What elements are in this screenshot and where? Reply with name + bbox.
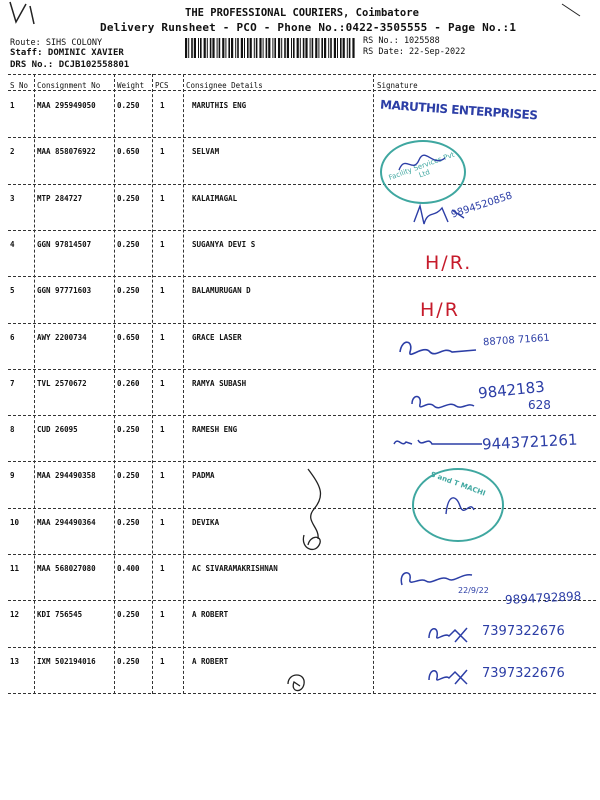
row-consignee: GRACE LASER <box>192 332 242 342</box>
barcode-bar <box>349 38 351 58</box>
barcode-bar <box>198 38 199 58</box>
signature-ramya <box>408 390 478 418</box>
row-sno: 2 <box>10 147 15 157</box>
row-consignee: SELVAM <box>192 147 220 157</box>
col-header-sno: S No <box>10 81 29 90</box>
signature-grace <box>396 334 481 364</box>
row-consignee: A ROBERT <box>192 610 229 620</box>
row-consignment-no: AWY 2200734 <box>37 332 87 342</box>
row-separator <box>8 137 596 138</box>
barcode-bar <box>259 38 261 58</box>
row-weight: 0.250 <box>117 286 140 296</box>
barcode-bar <box>207 38 208 58</box>
row-consignment-no: MAA 295949050 <box>37 101 96 110</box>
row-weight: 0.650 <box>117 332 140 342</box>
barcode-bar <box>337 38 338 58</box>
barcode-bar <box>343 38 345 58</box>
barcode-bar <box>219 38 221 58</box>
barcode-bar <box>235 38 236 58</box>
barcode-bar <box>210 38 212 58</box>
stamp-s-and-t-text: S and T MACHI <box>429 470 487 498</box>
pen-tick-mark <box>0 0 60 30</box>
barcode <box>185 38 357 58</box>
phone-row13: 7397322676 <box>482 666 565 681</box>
row-sno: 1 <box>10 101 15 110</box>
barcode-bar <box>334 38 336 58</box>
row-sno: 13 <box>10 656 20 666</box>
barcode-bar <box>278 38 280 58</box>
row-pcs: 1 <box>160 101 165 110</box>
row-consignment-no: IXM 502194016 <box>37 656 96 666</box>
row-consignee: RAMESH ENG <box>192 425 238 435</box>
barcode-bar <box>352 38 354 58</box>
pen-corner-mark <box>560 0 600 20</box>
row-separator <box>8 461 596 462</box>
row-pcs: 1 <box>160 425 165 435</box>
phone-row3: 9894520858 <box>449 190 514 221</box>
barcode-bar <box>268 38 270 58</box>
row-sno: 10 <box>10 517 20 527</box>
phone-row8: 9443721261 <box>481 430 578 454</box>
barcode-bar <box>247 38 249 58</box>
barcode-bar <box>324 38 326 58</box>
row-pcs: 1 <box>160 610 165 620</box>
barcode-bar <box>244 38 245 58</box>
row-weight: 0.250 <box>117 656 140 666</box>
signature-ramesh <box>392 432 487 452</box>
row-pcs: 1 <box>160 656 165 666</box>
ditto-bracket-mark <box>290 465 340 560</box>
route-label: Route: SIHS COLONY <box>10 38 103 48</box>
row-consignee: DEVIKA <box>192 517 220 527</box>
row-separator <box>8 323 596 324</box>
row-consignee: PADMA <box>192 471 215 481</box>
row-separator <box>8 415 596 416</box>
barcode-bar <box>284 38 286 58</box>
barcode-bar <box>310 38 311 58</box>
row-weight: 0.250 <box>117 471 140 481</box>
signature-padma <box>440 490 480 520</box>
row-sno: 11 <box>10 564 20 573</box>
row-sno: 9 <box>10 471 15 481</box>
row-consignee: AC SIVARAMAKRISHNAN <box>192 564 278 573</box>
drs-number: DRS No.: DCJB102558801 <box>10 60 130 70</box>
row-pcs: 1 <box>160 378 165 388</box>
barcode-bar <box>328 38 329 58</box>
barcode-bar <box>318 38 319 58</box>
row-consignee: SUGANYA DEVI S <box>192 239 256 249</box>
barcode-bar <box>263 38 264 58</box>
barcode-bar <box>194 38 196 58</box>
barcode-bar <box>340 38 342 58</box>
barcode-bar <box>293 38 295 58</box>
barcode-bar <box>330 38 332 58</box>
barcode-bar <box>185 38 187 58</box>
company-title: THE PROFESSIONAL COURIERS, Coimbatore <box>185 7 419 19</box>
phone-row12: 7397322676 <box>482 624 565 639</box>
note-row4: H/R. <box>425 252 473 274</box>
row-consignee: A ROBERT <box>192 656 229 666</box>
barcode-bar <box>272 38 273 58</box>
row-pcs: 1 <box>160 286 165 296</box>
signature-selvam <box>395 150 455 180</box>
row-weight: 0.250 <box>117 239 140 249</box>
rs-number: RS No.: 1025588 <box>363 36 440 46</box>
barcode-bar <box>228 38 230 58</box>
row-consignee: KALAIMAGAL <box>192 193 238 203</box>
row-pcs: 1 <box>160 471 165 481</box>
barcode-bar <box>305 38 307 58</box>
row-pcs: 1 <box>160 193 165 203</box>
signature-robert-1 <box>425 620 480 646</box>
row-separator <box>8 184 596 185</box>
phone-row7-extra: 628 <box>528 398 551 412</box>
row-pcs: 1 <box>160 239 165 249</box>
runsheet-title: Delivery Runsheet - PCO - Phone No.:0422-3505555 - Page No.:1 <box>100 21 517 34</box>
row-consignee: RAMYA SUBASH <box>192 378 247 388</box>
barcode-bar <box>237 38 239 58</box>
row-pcs: 1 <box>160 564 165 573</box>
row-consignment-no: MAA 858076922 <box>37 147 96 157</box>
col-header-consignment: Consignment No <box>37 81 101 90</box>
barcode-bar <box>297 38 299 58</box>
row-pcs: 1 <box>160 517 165 527</box>
barcode-bar <box>241 38 243 58</box>
note-row5: H/R <box>420 299 460 321</box>
row-sno: 7 <box>10 378 15 388</box>
header-bottom-rule <box>8 90 596 91</box>
stamp-facility-text: Facility Services Pvt Ltd <box>387 150 456 182</box>
row-sno: 12 <box>10 610 20 620</box>
row-consignment-no: GGN 97771603 <box>37 286 92 296</box>
barcode-bar <box>188 38 189 58</box>
row-separator <box>8 647 596 648</box>
barcode-bar <box>204 38 206 58</box>
barcode-bar <box>321 38 323 58</box>
barcode-bar <box>303 38 305 58</box>
row-weight: 0.650 <box>117 147 140 157</box>
barcode-bar <box>291 38 292 58</box>
barcode-bar <box>287 38 289 58</box>
barcode-bar <box>347 38 348 58</box>
barcode-bar <box>254 38 255 58</box>
row-sno: 3 <box>10 193 15 203</box>
stamp-maruthis: MARUTHIS ENTERPRISES <box>379 97 538 123</box>
row-weight: 0.250 <box>117 425 140 435</box>
row-sno: 6 <box>10 332 15 342</box>
staff-label: Staff: DOMINIC XAVIER <box>10 48 124 58</box>
row-weight: 0.250 <box>117 517 140 527</box>
row-pcs: 1 <box>160 147 165 157</box>
row-weight: 0.400 <box>117 564 140 573</box>
col-header-pcs: PCS <box>155 81 169 90</box>
row-consignment-no: MAA 294490364 <box>37 517 96 527</box>
row-sno: 5 <box>10 286 15 296</box>
row-weight: 0.250 <box>117 101 140 110</box>
barcode-bar <box>231 38 233 58</box>
barcode-bar <box>256 38 258 58</box>
barcode-bar <box>225 38 226 58</box>
rs-date: RS Date: 22-Sep-2022 <box>363 47 466 57</box>
barcode-bar <box>212 38 214 58</box>
phone-row11: 9894792898 <box>504 589 582 607</box>
col-header-signature: Signature <box>377 81 418 90</box>
row-sno: 8 <box>10 425 15 435</box>
row-consignment-no: KDI 756545 <box>37 610 83 620</box>
row-separator <box>8 230 596 231</box>
row-consignment-no: CUD 26095 <box>37 425 78 435</box>
row-weight: 0.250 <box>117 610 140 620</box>
col-header-consignee: Consignee Details <box>186 81 263 90</box>
barcode-bar <box>281 38 282 58</box>
row-consignment-no: MAA 294490358 <box>37 471 96 481</box>
row-consignment-no: MTP 284727 <box>37 193 83 203</box>
barcode-bar <box>274 38 276 58</box>
barcode-bar <box>191 38 193 58</box>
row-weight: 0.250 <box>117 193 140 203</box>
row-consignee: MARUTHIS ENG <box>192 101 247 110</box>
ditto-loop-mark <box>282 668 312 698</box>
phone-row6: 88708 71661 <box>482 332 551 349</box>
date-row11: 22/9/22 <box>458 586 489 595</box>
row-pcs: 1 <box>160 332 165 342</box>
barcode-bar <box>217 38 218 58</box>
row-separator <box>8 369 596 370</box>
barcode-bar <box>315 38 317 58</box>
barcode-bar <box>300 38 301 58</box>
row-consignment-no: TVL 2570672 <box>37 378 87 388</box>
barcode-bar <box>312 38 314 58</box>
row-sno: 4 <box>10 239 15 249</box>
col-header-weight: Weight <box>117 81 145 90</box>
barcode-bar <box>222 38 224 58</box>
row-consignment-no: GGN 97814507 <box>37 239 92 249</box>
row-consignee: BALAMURUGAN D <box>192 286 251 296</box>
signature-robert-2 <box>425 662 480 688</box>
barcode-bar <box>266 38 268 58</box>
phone-row7: 9842183 <box>477 377 546 403</box>
barcode-bar <box>250 38 252 58</box>
row-separator <box>8 276 596 277</box>
header-top-rule <box>8 74 596 75</box>
barcode-bar <box>200 38 202 58</box>
row-weight: 0.260 <box>117 378 140 388</box>
row-consignment-no: MAA 568027080 <box>37 564 96 573</box>
